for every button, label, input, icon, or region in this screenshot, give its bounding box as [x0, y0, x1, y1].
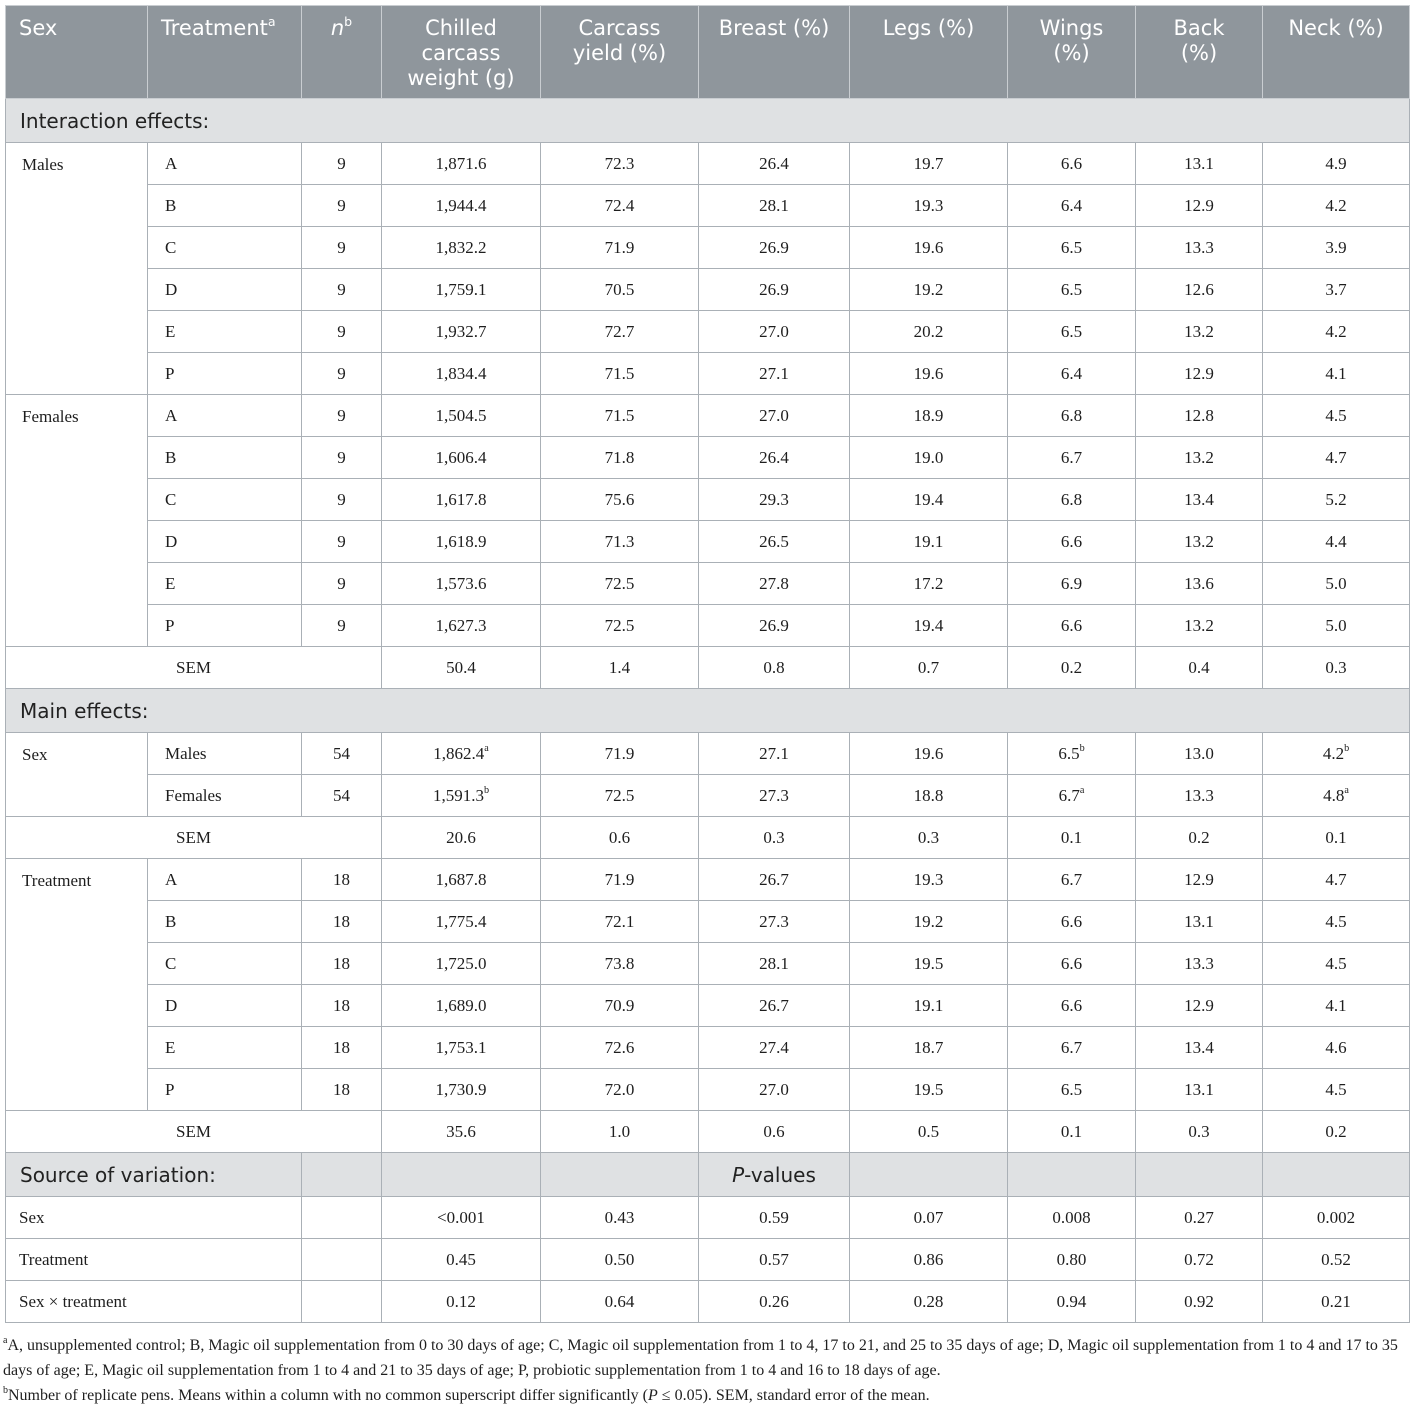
cell-legs: 19.5 — [850, 943, 1008, 985]
cell-yield: 71.9 — [541, 733, 699, 775]
cell-weight: 1,627.3 — [382, 605, 541, 647]
cell-breast: 27.1 — [699, 353, 850, 395]
cell-weight: 1,753.1 — [382, 1027, 541, 1069]
cell-legs: 19.4 — [850, 605, 1008, 647]
cell-back: 0.27 — [1136, 1197, 1263, 1239]
header-carcass-yield: Carcass yield (%) — [541, 6, 699, 99]
cell-treatment: P — [148, 605, 302, 647]
cell-neck: 4.2$^b$ — [1263, 733, 1410, 775]
sex-group-label: Sex — [6, 733, 148, 817]
cell-neck: 4.8$^a$ — [1263, 775, 1410, 817]
cell-breast: 0.8 — [699, 647, 850, 689]
sem-label: SEM — [6, 1111, 382, 1153]
cell-breast: 0.3 — [699, 817, 850, 859]
table-row — [6, 143, 1410, 185]
cell-legs: 19.5 — [850, 1069, 1008, 1111]
cell-n: 9 — [302, 185, 382, 227]
cell-legs: 0.3 — [850, 817, 1008, 859]
cell-breast: 27.0 — [699, 1069, 850, 1111]
cell-wings: 6.5 — [1008, 311, 1136, 353]
cell-treatment: C — [148, 479, 302, 521]
cell-n: 9 — [302, 395, 382, 437]
cell-treatment: B — [148, 185, 302, 227]
cell-breast: 26.4 — [699, 143, 850, 185]
cell-breast: 0.26 — [699, 1281, 850, 1323]
carcass-yield-table — [5, 5, 1410, 1323]
table-row — [6, 733, 1410, 775]
cell-n: 9 — [302, 521, 382, 563]
cell-wings: 6.5 — [1008, 269, 1136, 311]
cell-neck: 4.5 — [1263, 943, 1410, 985]
cell-back: 12.9 — [1136, 185, 1263, 227]
section-spacer — [850, 1153, 1008, 1197]
table-row — [6, 985, 1410, 1027]
cell-back: 13.2 — [1136, 311, 1263, 353]
cell-back: 13.0 — [1136, 733, 1263, 775]
cell-neck: 5.0 — [1263, 563, 1410, 605]
cell-neck: 4.9 — [1263, 143, 1410, 185]
table-row — [6, 563, 1410, 605]
sex-group-label: Females — [6, 395, 148, 647]
header-back: Back (%) — [1136, 6, 1263, 99]
sem-row — [6, 817, 1410, 859]
cell-wings: 6.5$^b$ — [1008, 733, 1136, 775]
cell-wings: 6.8 — [1008, 395, 1136, 437]
cell-yield: 72.5 — [541, 563, 699, 605]
table-row — [6, 1197, 1410, 1239]
sem-row — [6, 647, 1410, 689]
cell-neck: 5.2 — [1263, 479, 1410, 521]
header-chilled-weight: Chilled carcass weight (g) — [382, 6, 541, 99]
cell-n: 9 — [302, 269, 382, 311]
cell-yield: 0.50 — [541, 1239, 699, 1281]
cell-back: 13.2 — [1136, 437, 1263, 479]
cell-weight: 1,834.4 — [382, 353, 541, 395]
cell-wings: 6.6 — [1008, 605, 1136, 647]
cell-n: 9 — [302, 437, 382, 479]
cell-weight: 1,730.9 — [382, 1069, 541, 1111]
cell-legs: 19.2 — [850, 901, 1008, 943]
cell-yield: 72.1 — [541, 901, 699, 943]
cell-weight: 50.4 — [382, 647, 541, 689]
sem-label: SEM — [6, 647, 382, 689]
cell-n: 18 — [302, 1069, 382, 1111]
cell-weight: 1,862.4$^a$ — [382, 733, 541, 775]
header-breast: Breast (%) — [699, 6, 850, 99]
cell-legs: 19.4 — [850, 479, 1008, 521]
cell-n: 9 — [302, 227, 382, 269]
section-row-interaction — [6, 99, 1410, 143]
cell-breast: 27.8 — [699, 563, 850, 605]
cell-n: 18 — [302, 985, 382, 1027]
section-label: Main effects: — [6, 689, 1410, 733]
cell-n: 18 — [302, 859, 382, 901]
cell-treatment: Females — [148, 775, 302, 817]
cell-neck: 0.3 — [1263, 647, 1410, 689]
table-row — [6, 479, 1410, 521]
cell-neck: 0.52 — [1263, 1239, 1410, 1281]
cell-weight: 35.6 — [382, 1111, 541, 1153]
table-row — [6, 395, 1410, 437]
cell-treatment: A — [148, 395, 302, 437]
cell-wings: 6.6 — [1008, 943, 1136, 985]
footnote-b: $^b$Number of replicate pens. Means within a column with no common superscript differ significantly (P ≤ 0.05). SEM, standard error of the mean. — [3, 1384, 930, 1404]
sem-row — [6, 1111, 1410, 1153]
source-label: Sex — [6, 1197, 302, 1239]
cell-legs: 20.2 — [850, 311, 1008, 353]
cell-weight: 1,504.5 — [382, 395, 541, 437]
cell-weight: 1,687.8 — [382, 859, 541, 901]
cell-yield: 70.5 — [541, 269, 699, 311]
cell-back: 12.9 — [1136, 859, 1263, 901]
cell-legs: 19.3 — [850, 185, 1008, 227]
header-n: $n^b$ — [302, 6, 382, 99]
cell-weight: 1,617.8 — [382, 479, 541, 521]
cell-legs: 19.6 — [850, 353, 1008, 395]
cell-back: 13.1 — [1136, 143, 1263, 185]
cell-empty — [302, 1239, 382, 1281]
cell-n: 54 — [302, 775, 382, 817]
cell-weight: 1,871.6 — [382, 143, 541, 185]
cell-neck: 0.21 — [1263, 1281, 1410, 1323]
carcass-table-container — [5, 5, 1409, 1323]
cell-legs: 18.9 — [850, 395, 1008, 437]
cell-breast: 0.6 — [699, 1111, 850, 1153]
cell-neck: 4.5 — [1263, 901, 1410, 943]
cell-wings: 6.4 — [1008, 353, 1136, 395]
cell-treatment: D — [148, 521, 302, 563]
cell-breast: 27.3 — [699, 901, 850, 943]
cell-back: 13.1 — [1136, 1069, 1263, 1111]
cell-n: 54 — [302, 733, 382, 775]
cell-yield: 73.8 — [541, 943, 699, 985]
cell-n: 18 — [302, 901, 382, 943]
cell-neck: 4.4 — [1263, 521, 1410, 563]
cell-weight: 1,775.4 — [382, 901, 541, 943]
cell-wings: 6.7 — [1008, 437, 1136, 479]
cell-yield: 0.43 — [541, 1197, 699, 1239]
cell-weight: 1,832.2 — [382, 227, 541, 269]
cell-weight: 1,573.6 — [382, 563, 541, 605]
cell-yield: 72.7 — [541, 311, 699, 353]
cell-legs: 0.5 — [850, 1111, 1008, 1153]
header-sex: Sex — [6, 6, 148, 99]
cell-yield: 71.9 — [541, 227, 699, 269]
section-spacer — [382, 1153, 541, 1197]
cell-treatment: Males — [148, 733, 302, 775]
cell-weight: 20.6 — [382, 817, 541, 859]
cell-treatment: P — [148, 1069, 302, 1111]
cell-n: 18 — [302, 1027, 382, 1069]
cell-n: 9 — [302, 605, 382, 647]
cell-neck: 4.6 — [1263, 1027, 1410, 1069]
cell-legs: 19.0 — [850, 437, 1008, 479]
table-row — [6, 901, 1410, 943]
cell-legs: 19.1 — [850, 521, 1008, 563]
section-spacer — [1008, 1153, 1136, 1197]
cell-back: 13.4 — [1136, 1027, 1263, 1069]
cell-wings: 0.008 — [1008, 1197, 1136, 1239]
p-values-label: P-values — [699, 1153, 850, 1197]
cell-treatment: B — [148, 901, 302, 943]
cell-yield: 72.4 — [541, 185, 699, 227]
cell-wings: 6.7 — [1008, 859, 1136, 901]
cell-breast: 26.7 — [699, 859, 850, 901]
cell-legs: 19.6 — [850, 227, 1008, 269]
cell-yield: 71.9 — [541, 859, 699, 901]
table-footnotes — [3, 1333, 1411, 1408]
cell-back: 0.2 — [1136, 817, 1263, 859]
cell-legs: 0.7 — [850, 647, 1008, 689]
cell-legs: 18.7 — [850, 1027, 1008, 1069]
cell-neck: 3.9 — [1263, 227, 1410, 269]
table-row — [6, 605, 1410, 647]
source-label: Sex × treatment — [6, 1281, 302, 1323]
cell-weight: 0.45 — [382, 1239, 541, 1281]
cell-wings: 0.1 — [1008, 817, 1136, 859]
cell-breast: 0.59 — [699, 1197, 850, 1239]
table-row — [6, 943, 1410, 985]
cell-treatment: E — [148, 1027, 302, 1069]
cell-breast: 27.3 — [699, 775, 850, 817]
cell-neck: 5.0 — [1263, 605, 1410, 647]
cell-weight: 1,725.0 — [382, 943, 541, 985]
cell-back: 13.2 — [1136, 521, 1263, 563]
cell-wings: 0.1 — [1008, 1111, 1136, 1153]
sex-group-label: Males — [6, 143, 148, 395]
cell-neck: 0.2 — [1263, 1111, 1410, 1153]
cell-neck: 4.7 — [1263, 437, 1410, 479]
cell-breast: 27.4 — [699, 1027, 850, 1069]
cell-back: 13.3 — [1136, 227, 1263, 269]
cell-treatment: C — [148, 943, 302, 985]
table-row — [6, 521, 1410, 563]
cell-breast: 27.0 — [699, 311, 850, 353]
cell-legs: 19.3 — [850, 859, 1008, 901]
cell-neck: 4.5 — [1263, 1069, 1410, 1111]
table-body — [6, 99, 1410, 1323]
cell-breast: 28.1 — [699, 943, 850, 985]
cell-yield: 72.0 — [541, 1069, 699, 1111]
treatment-group-label: Treatment — [6, 859, 148, 1111]
cell-yield: 72.6 — [541, 1027, 699, 1069]
cell-wings: 6.6 — [1008, 521, 1136, 563]
table-row — [6, 269, 1410, 311]
cell-treatment: P — [148, 353, 302, 395]
cell-yield: 1.4 — [541, 647, 699, 689]
cell-breast: 27.0 — [699, 395, 850, 437]
header-wings: Wings (%) — [1008, 6, 1136, 99]
cell-breast: 26.5 — [699, 521, 850, 563]
table-row — [6, 859, 1410, 901]
cell-n: 9 — [302, 143, 382, 185]
cell-treatment: E — [148, 563, 302, 605]
cell-yield: 72.5 — [541, 775, 699, 817]
cell-legs: 0.86 — [850, 1239, 1008, 1281]
cell-back: 13.4 — [1136, 479, 1263, 521]
cell-treatment: D — [148, 985, 302, 1027]
cell-back: 0.92 — [1136, 1281, 1263, 1323]
section-spacer — [541, 1153, 699, 1197]
cell-yield: 0.64 — [541, 1281, 699, 1323]
cell-weight: 1,591.3$^b$ — [382, 775, 541, 817]
table-header — [6, 6, 1410, 99]
cell-yield: 71.5 — [541, 353, 699, 395]
cell-legs: 17.2 — [850, 563, 1008, 605]
cell-neck: 4.1 — [1263, 353, 1410, 395]
cell-neck: 4.2 — [1263, 185, 1410, 227]
cell-treatment: A — [148, 143, 302, 185]
cell-legs: 19.2 — [850, 269, 1008, 311]
cell-back: 13.6 — [1136, 563, 1263, 605]
cell-yield: 70.9 — [541, 985, 699, 1027]
table-row — [6, 437, 1410, 479]
cell-back: 12.9 — [1136, 353, 1263, 395]
cell-n: 9 — [302, 563, 382, 605]
cell-wings: 6.5 — [1008, 1069, 1136, 1111]
section-row-main — [6, 689, 1410, 733]
table-row — [6, 1027, 1410, 1069]
cell-n: 9 — [302, 479, 382, 521]
cell-yield: 72.5 — [541, 605, 699, 647]
cell-breast: 27.1 — [699, 733, 850, 775]
cell-legs: 18.8 — [850, 775, 1008, 817]
cell-weight: 0.12 — [382, 1281, 541, 1323]
cell-breast: 26.9 — [699, 605, 850, 647]
cell-wings: 6.6 — [1008, 985, 1136, 1027]
table-row — [6, 1239, 1410, 1281]
cell-yield: 75.6 — [541, 479, 699, 521]
cell-back: 13.3 — [1136, 775, 1263, 817]
cell-neck: 4.1 — [1263, 985, 1410, 1027]
section-label: Source of variation: — [6, 1153, 302, 1197]
cell-wings: 6.6 — [1008, 143, 1136, 185]
cell-legs: 19.6 — [850, 733, 1008, 775]
cell-back: 0.3 — [1136, 1111, 1263, 1153]
header-legs: Legs (%) — [850, 6, 1008, 99]
cell-wings: 6.4 — [1008, 185, 1136, 227]
cell-legs: 19.7 — [850, 143, 1008, 185]
cell-breast: 26.7 — [699, 985, 850, 1027]
cell-back: 12.9 — [1136, 985, 1263, 1027]
cell-breast: 26.9 — [699, 227, 850, 269]
cell-yield: 72.3 — [541, 143, 699, 185]
cell-back: 13.2 — [1136, 605, 1263, 647]
cell-legs: 19.1 — [850, 985, 1008, 1027]
cell-yield: 71.5 — [541, 395, 699, 437]
header-treatment: Treatment$^a$ — [148, 6, 302, 99]
cell-back: 0.4 — [1136, 647, 1263, 689]
footnote-a: $^a$A, unsupplemented control; B, Magic oil supplementation from 0 to 30 days of age; C, Magic oil supplementation from 1 to 4, 17 to 21, and 25 to 35 days of age; D, Magic oil supplementation from 1 to 4 and 17 to 35 days of age; E, Magic oil supplementation from 1 to 4 and 21 to 35 days of age; P, probiotic supplementation from 1 to 4 and 16 to 18 days of age. — [3, 1334, 1398, 1379]
cell-back: 13.3 — [1136, 943, 1263, 985]
cell-wings: 0.94 — [1008, 1281, 1136, 1323]
cell-wings: 0.2 — [1008, 647, 1136, 689]
cell-n: 9 — [302, 353, 382, 395]
sem-label: SEM — [6, 817, 382, 859]
cell-treatment: E — [148, 311, 302, 353]
cell-wings: 6.5 — [1008, 227, 1136, 269]
cell-breast: 0.57 — [699, 1239, 850, 1281]
cell-wings: 6.7$^a$ — [1008, 775, 1136, 817]
cell-breast: 26.4 — [699, 437, 850, 479]
cell-yield: 71.8 — [541, 437, 699, 479]
cell-back: 12.6 — [1136, 269, 1263, 311]
section-row-source — [6, 1153, 1410, 1197]
cell-weight: 1,606.4 — [382, 437, 541, 479]
cell-back: 13.1 — [1136, 901, 1263, 943]
cell-breast: 29.3 — [699, 479, 850, 521]
cell-weight: 1,689.0 — [382, 985, 541, 1027]
table-row — [6, 1281, 1410, 1323]
cell-neck: 4.5 — [1263, 395, 1410, 437]
cell-wings: 6.8 — [1008, 479, 1136, 521]
cell-neck: 4.2 — [1263, 311, 1410, 353]
table-row — [6, 227, 1410, 269]
table-row — [6, 311, 1410, 353]
cell-wings: 0.80 — [1008, 1239, 1136, 1281]
table-row — [6, 775, 1410, 817]
cell-n: 18 — [302, 943, 382, 985]
header-row — [6, 6, 1410, 99]
cell-neck: 0.1 — [1263, 817, 1410, 859]
section-spacer — [1263, 1153, 1410, 1197]
cell-n: 9 — [302, 311, 382, 353]
cell-breast: 28.1 — [699, 185, 850, 227]
cell-neck: 3.7 — [1263, 269, 1410, 311]
cell-yield: 0.6 — [541, 817, 699, 859]
section-spacer — [302, 1153, 382, 1197]
source-label: Treatment — [6, 1239, 302, 1281]
cell-neck: 4.7 — [1263, 859, 1410, 901]
section-spacer — [1136, 1153, 1263, 1197]
cell-wings: 6.7 — [1008, 1027, 1136, 1069]
cell-legs: 0.28 — [850, 1281, 1008, 1323]
cell-breast: 26.9 — [699, 269, 850, 311]
cell-treatment: A — [148, 859, 302, 901]
cell-legs: 0.07 — [850, 1197, 1008, 1239]
table-row — [6, 185, 1410, 227]
cell-empty — [302, 1281, 382, 1323]
cell-back: 12.8 — [1136, 395, 1263, 437]
cell-yield: 1.0 — [541, 1111, 699, 1153]
cell-wings: 6.9 — [1008, 563, 1136, 605]
cell-treatment: C — [148, 227, 302, 269]
table-row — [6, 353, 1410, 395]
cell-weight: 1,759.1 — [382, 269, 541, 311]
cell-weight: 1,618.9 — [382, 521, 541, 563]
table-row — [6, 1069, 1410, 1111]
cell-wings: 6.6 — [1008, 901, 1136, 943]
cell-treatment: D — [148, 269, 302, 311]
cell-weight: <0.001 — [382, 1197, 541, 1239]
cell-empty — [302, 1197, 382, 1239]
cell-yield: 71.3 — [541, 521, 699, 563]
header-neck: Neck (%) — [1263, 6, 1410, 99]
cell-weight: 1,932.7 — [382, 311, 541, 353]
section-label: Interaction effects: — [6, 99, 1410, 143]
cell-treatment: B — [148, 437, 302, 479]
cell-weight: 1,944.4 — [382, 185, 541, 227]
cell-back: 0.72 — [1136, 1239, 1263, 1281]
cell-neck: 0.002 — [1263, 1197, 1410, 1239]
